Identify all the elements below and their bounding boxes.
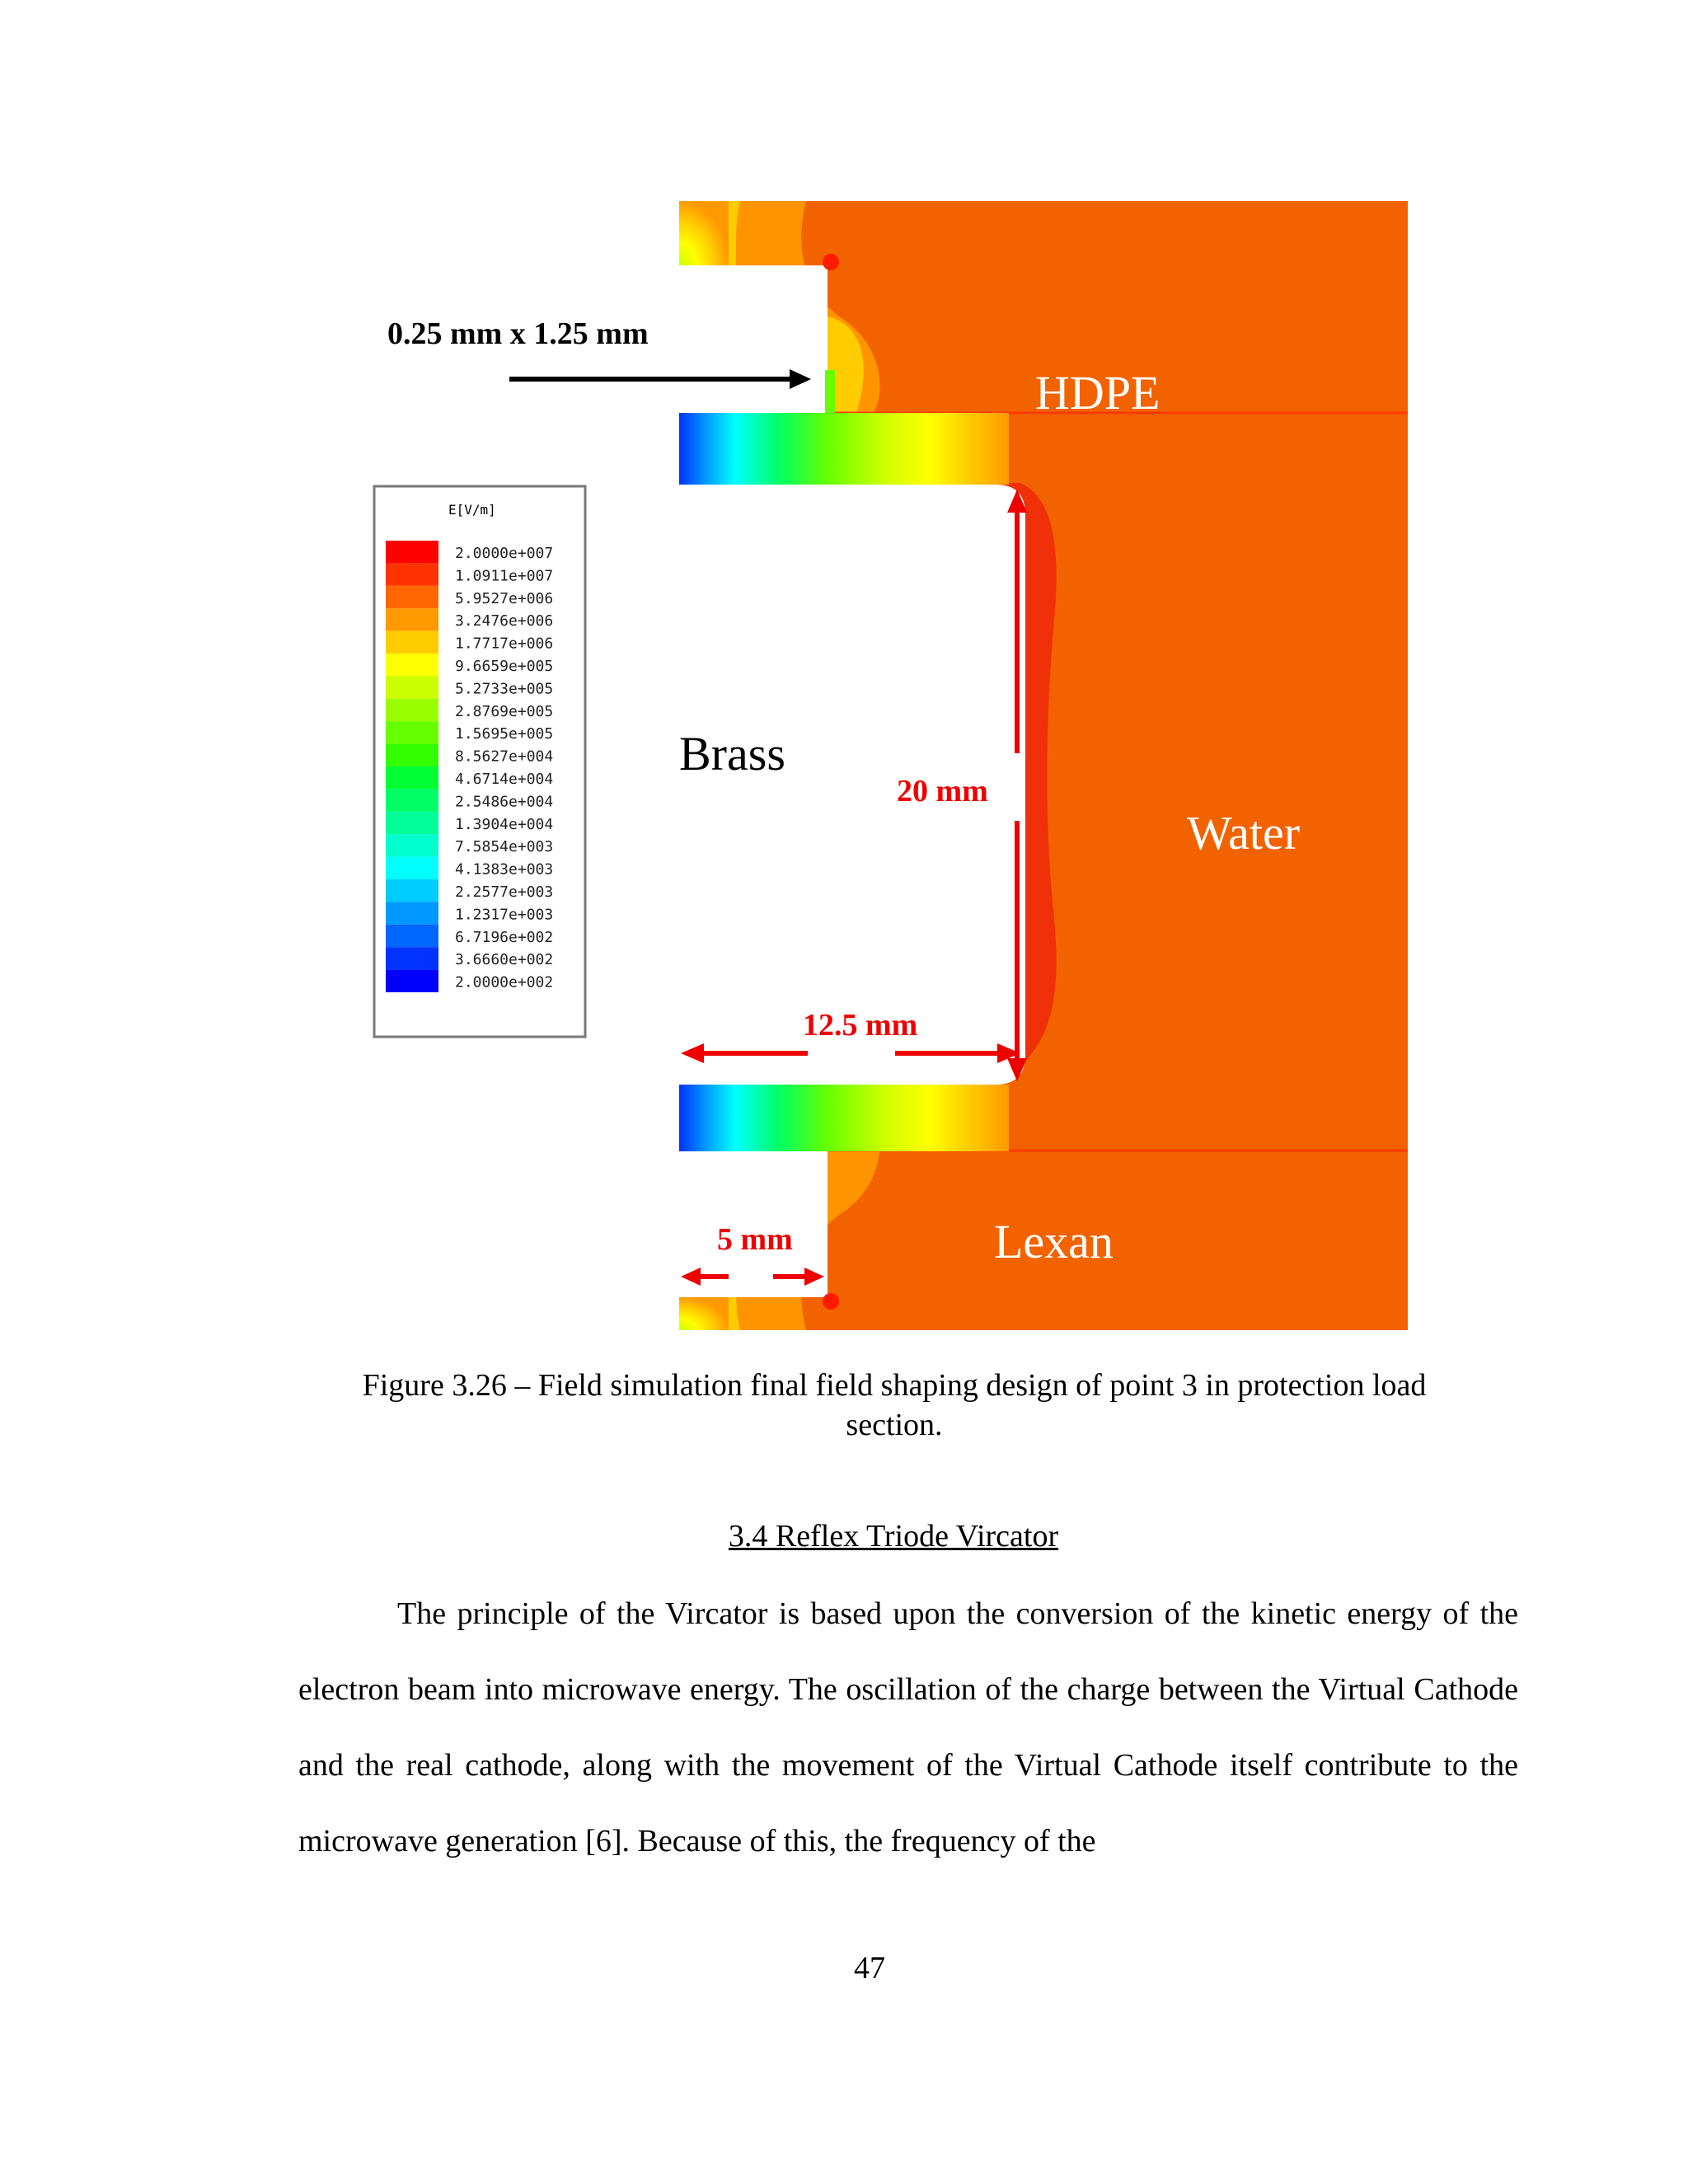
legend-value: 1.5695e+005 <box>455 725 554 743</box>
legend-value: 2.8769e+005 <box>455 702 554 720</box>
legend-value: 2.2577e+003 <box>455 883 554 901</box>
field-hotspot <box>823 254 839 270</box>
legend-swatch <box>386 925 438 947</box>
legend-swatch <box>386 902 438 924</box>
gap-field-bottom <box>679 1085 1009 1151</box>
legend-value: 2.5486e+004 <box>455 793 554 811</box>
dim-5mm-label: 5 mm <box>717 1222 793 1257</box>
legend-value: 6.7196e+002 <box>455 928 554 946</box>
legend-value: 3.6660e+002 <box>455 951 554 969</box>
legend-value: 1.7717e+006 <box>455 635 554 653</box>
legend-swatch <box>386 654 438 676</box>
legend-value: 5.9527e+006 <box>455 589 554 607</box>
legend-swatch <box>386 970 438 992</box>
legend-swatch <box>386 721 438 743</box>
corner-field-top <box>679 201 729 265</box>
legend-value: 7.5854e+003 <box>455 838 554 856</box>
legend-value: 1.3904e+004 <box>455 815 554 833</box>
legend-swatch <box>386 789 438 811</box>
hdpe-label: HDPE <box>1035 366 1160 419</box>
legend-swatch <box>386 879 438 902</box>
field-hotspot <box>823 1293 839 1310</box>
legend <box>374 486 585 1037</box>
legend-swatch <box>386 947 438 969</box>
gap-field-top <box>679 413 1009 485</box>
legend-value: 9.6659e+005 <box>455 658 554 675</box>
legend-value: 1.2317e+003 <box>455 906 554 924</box>
legend-value: 2.0000e+002 <box>455 973 554 991</box>
paragraph-text: The principle of the Vircator is based upon the conversion of the kinetic energy of the electron beam into microwave energy. The oscillation of the charge between the Virtual Cathode and the real cathode, along with the movement of the Virtual Cathode itself contribute to the microwave generation [6]. Because of this, the frequency of the <box>298 1596 1518 1858</box>
legend-swatch <box>386 744 438 766</box>
section-heading: 3.4 Reflex Triode Vircator <box>728 1519 1059 1554</box>
slot-dimension-label: 0.25 mm x 1.25 mm <box>387 316 649 351</box>
legend-swatch <box>386 676 438 698</box>
figure-caption-line2: section. <box>846 1408 943 1442</box>
legend-swatch <box>386 812 438 834</box>
body-paragraph <box>298 1576 1518 1879</box>
legend-swatch <box>386 608 438 630</box>
legend-value: 3.2476e+006 <box>455 612 554 630</box>
slot-notch-top <box>825 370 835 413</box>
page-number: 47 <box>854 1951 885 1985</box>
dim-12-5mm-label: 12.5 mm <box>803 1008 918 1043</box>
brass-label: Brass <box>679 727 785 780</box>
legend-swatch <box>386 699 438 721</box>
lexan-label: Lexan <box>994 1215 1114 1268</box>
legend-value: 4.6714e+004 <box>455 771 554 788</box>
legend-value: 5.2733e+005 <box>455 680 554 698</box>
legend-swatch <box>386 541 438 563</box>
field-simulation-figure <box>345 201 1408 1330</box>
dim-20mm-label: 20 mm <box>897 774 988 808</box>
legend-value: 8.5627e+004 <box>455 748 554 766</box>
legend-swatch <box>386 857 438 879</box>
legend-value: 2.0000e+007 <box>455 545 554 562</box>
legend-swatch <box>386 834 438 856</box>
legend-value: 4.1383e+003 <box>455 860 554 879</box>
water-label: Water <box>1187 806 1301 860</box>
legend-swatch <box>386 766 438 789</box>
legend-swatch <box>386 631 438 654</box>
legend-swatch <box>386 586 438 608</box>
figure-caption-line1: Figure 3.26 – Field simulation final field shaping design of point 3 in protection load <box>362 1368 1427 1403</box>
legend-value: 1.0911e+007 <box>455 567 554 585</box>
legend-title: E[V/m] <box>448 502 496 518</box>
corner-field-bottom <box>679 1297 729 1330</box>
legend-swatch <box>386 563 438 585</box>
